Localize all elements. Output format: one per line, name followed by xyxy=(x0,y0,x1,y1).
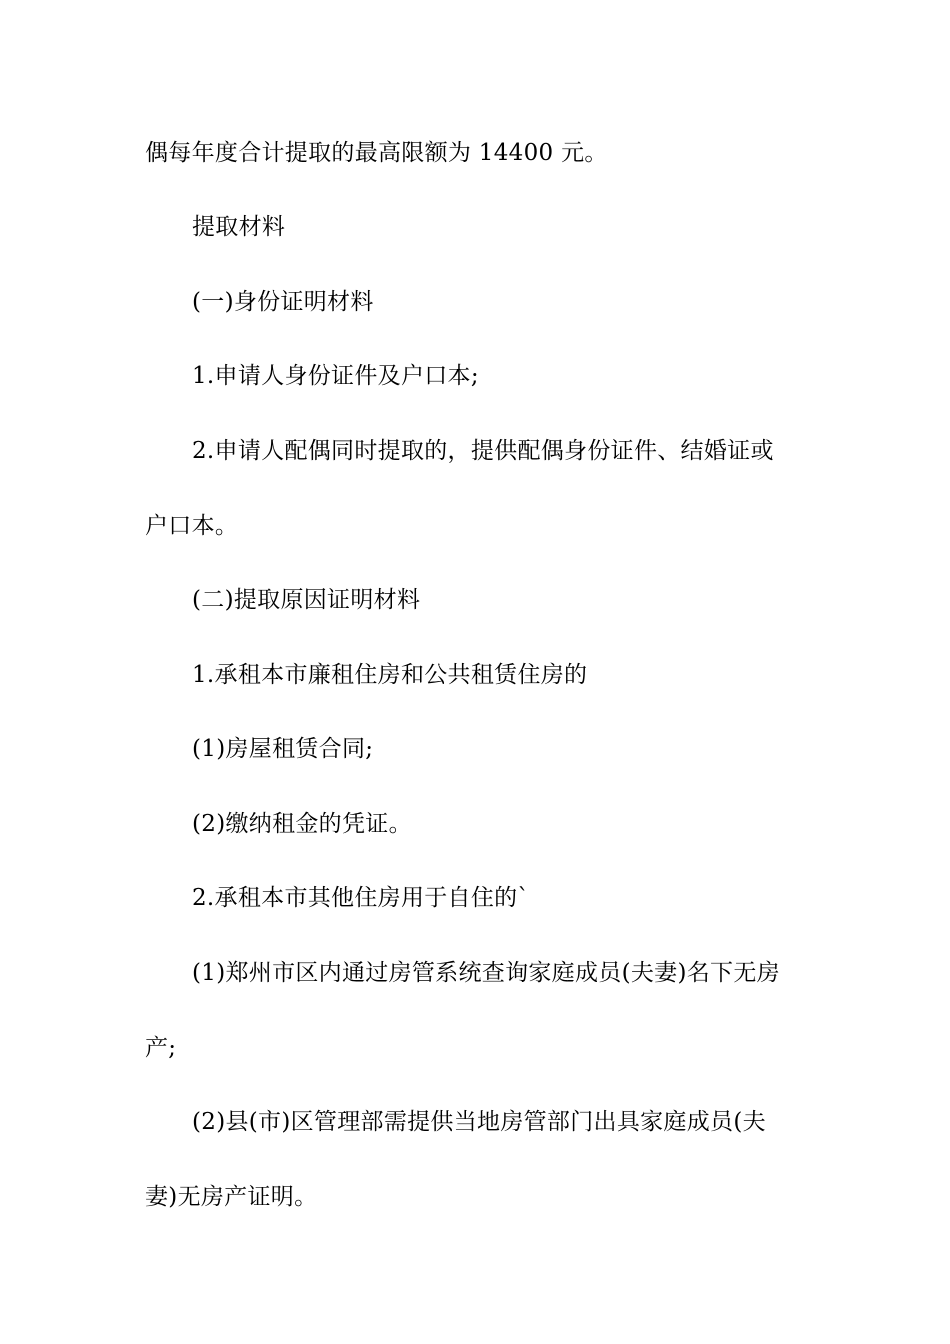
list-item: 2.申请人配偶同时提取的，提供配偶身份证件、结婚证或 xyxy=(192,438,774,464)
paragraph-line: 偶每年度合计提取的最高限额为 14400 元。 xyxy=(145,140,608,166)
sub-list-item: (2)缴纳租金的凭证。 xyxy=(192,811,412,837)
sub-list-item: (1)房屋租赁合同; xyxy=(192,736,374,762)
list-item-continuation: 户口本。 xyxy=(145,513,239,539)
list-item: 1.申请人身份证件及户口本; xyxy=(192,363,479,389)
list-item: 2.承租本市其他住房用于自住的` xyxy=(192,885,530,911)
subsection-heading: (一)身份证明材料 xyxy=(192,289,374,315)
list-item: 1.承租本市廉租住房和公共租赁住房的 xyxy=(192,662,588,688)
sub-list-item-continuation: 产; xyxy=(145,1035,177,1061)
sub-list-item: (1)郑州市区内通过房管系统查询家庭成员(夫妻)名下无房 xyxy=(192,960,780,986)
subsection-heading: (二)提取原因证明材料 xyxy=(192,587,421,613)
section-heading: 提取材料 xyxy=(192,214,286,240)
sub-list-item-continuation: 妻)无房产证明。 xyxy=(145,1184,318,1210)
sub-list-item: (2)县(市)区管理部需提供当地房管部门出具家庭成员(夫 xyxy=(192,1109,766,1135)
